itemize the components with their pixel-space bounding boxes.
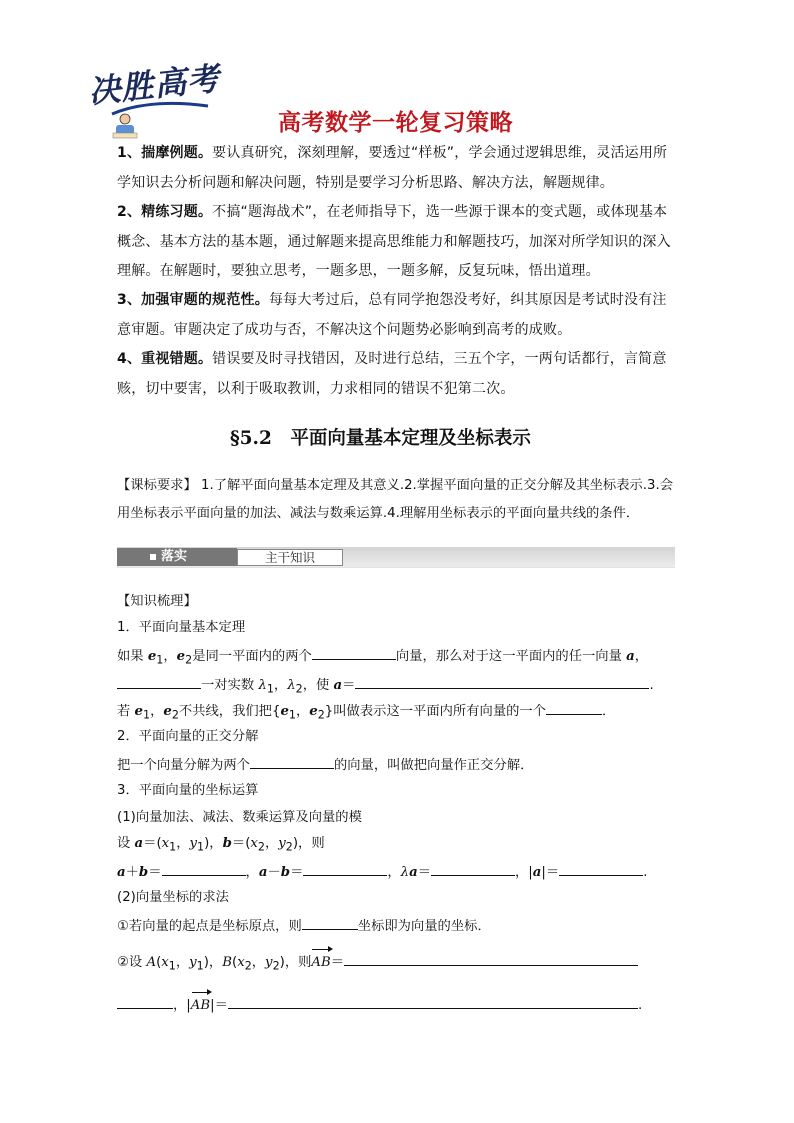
vector-arrow-ab: AB [191,996,210,1016]
strategy-head: 1、揣摩例题。 [117,145,213,161]
item-1-title: 1．平面向量基本定理 [117,620,246,635]
item-2-title: 2．平面向量的正交分解 [117,729,259,744]
strategy-item-4 [117,345,677,404]
blank [344,951,638,966]
strategy-body: 错误要及时寻找错因，及时进行总结，三五个字，一两句话都行，言简意赅，切中要害，以利于吸取教训，力求相同的错误不犯第二次。 [117,351,667,397]
page-title: 高考数学一轮复习策略 [278,110,513,136]
theorem-line-1: 如果 $e_1$，$e_2$是同一平面内的两个 向量，那么对于这一平面内的任一向量 a， [117,645,648,671]
blank [302,915,358,930]
setup-line: 设 $a=(x_1$，$y_1$)，$b=(x_2$，$y_2$)，则 [117,836,325,854]
logo [86,59,222,140]
theorem-line-2: 一对实数 $\lambda_1$，$\lambda_2$，使 a＝ . [117,674,654,700]
blank [228,994,638,1009]
sub-item-2-title: (2)向量坐标的求法 [117,890,229,905]
orthogonal-line: 把一个向量分解为两个 的向量，叫做把向量作正交分解． [117,754,533,776]
blank [546,700,602,715]
blank [355,674,649,689]
coord-rule-2: ②设 $A(x_1$，$y_1$)，$B(x_2$，$y_2$)，则AB＝ [117,951,638,977]
knowledge-heading: 【知识梳理】 [117,594,197,609]
sub-item-1-title: (1)向量加法、减法、数乘运算及向量的模 [117,810,362,825]
strategy-body: 每每大考过后，总有同学抱怨没考好，纠其原因是考试时没有注意审题。审题决定了成功与否，不解决这个问题势必影响到高考的成败。 [117,292,667,338]
banner-tab-dark: 落实 [117,548,237,566]
strategy-body: 要认真研究，深刻理解，要透过“样板”，学会通过逻辑思维，灵活运用所学知识去分析问题和解决问题，特别是要学习分析思路、解决方法，解题规律。 [117,145,668,191]
strategy-head: 3、加强审题的规范性。 [117,292,269,308]
blank [250,754,334,769]
blank [303,861,387,876]
strategy-body: 不搞“题海战术”，在老师指导下，选一些源于课本的变式题，或体现基本概念、基本方法的基本题，通过解题来提高思维能力和解题技巧，加深对所学知识的深入理解。在解题时，要独立思考，一题多思，一题多解，反复玩味，悟出道理。 [117,204,671,279]
blank [117,674,201,689]
strategy-head: 2、精练习题。 [117,204,213,220]
vector-arrow-ab: AB [311,953,330,973]
item-3-title: 3．平面向量的坐标运算 [117,783,259,798]
banner-tab-light: 主干知识 [237,549,343,566]
strategy-item-1 [117,139,677,198]
operations-line: a＋b＝ ，a－b＝ ，λa＝ ，|a|＝ . [117,861,647,883]
coord-rule-3: ，|AB|＝ . [117,994,642,1016]
strategy-item-2 [117,198,677,287]
strategy-head: 4、重视错题。 [117,351,213,367]
theorem-line-3: 若 $e_1$，$e_2$不共线，我们把{$e_1$，$e_2$}叫做表示这一平面内所有向量的一个 ． [117,700,615,726]
coord-rule-1: ①若向量的起点是坐标原点，则 坐标即为向量的坐标． [117,915,491,937]
blank [162,861,246,876]
student-icon [110,112,140,140]
blank [312,645,396,660]
blank [117,994,173,1009]
curriculum-requirements: 【课标要求】 1.了解平面向量基本定理及其意义.2.掌握平面向量的正交分解及其坐标表示.3.会用坐标表示平面向量的加法、减法与数乘运算.4.理解用坐标表示的平面向量共线的条件． [117,478,674,521]
blank [431,861,515,876]
section-title: §5.2 平面向量基本定理及坐标表示 [230,428,531,449]
logo-text: 决胜高考 [86,59,222,111]
blank [559,861,643,876]
strategy-item-3 [117,286,677,345]
